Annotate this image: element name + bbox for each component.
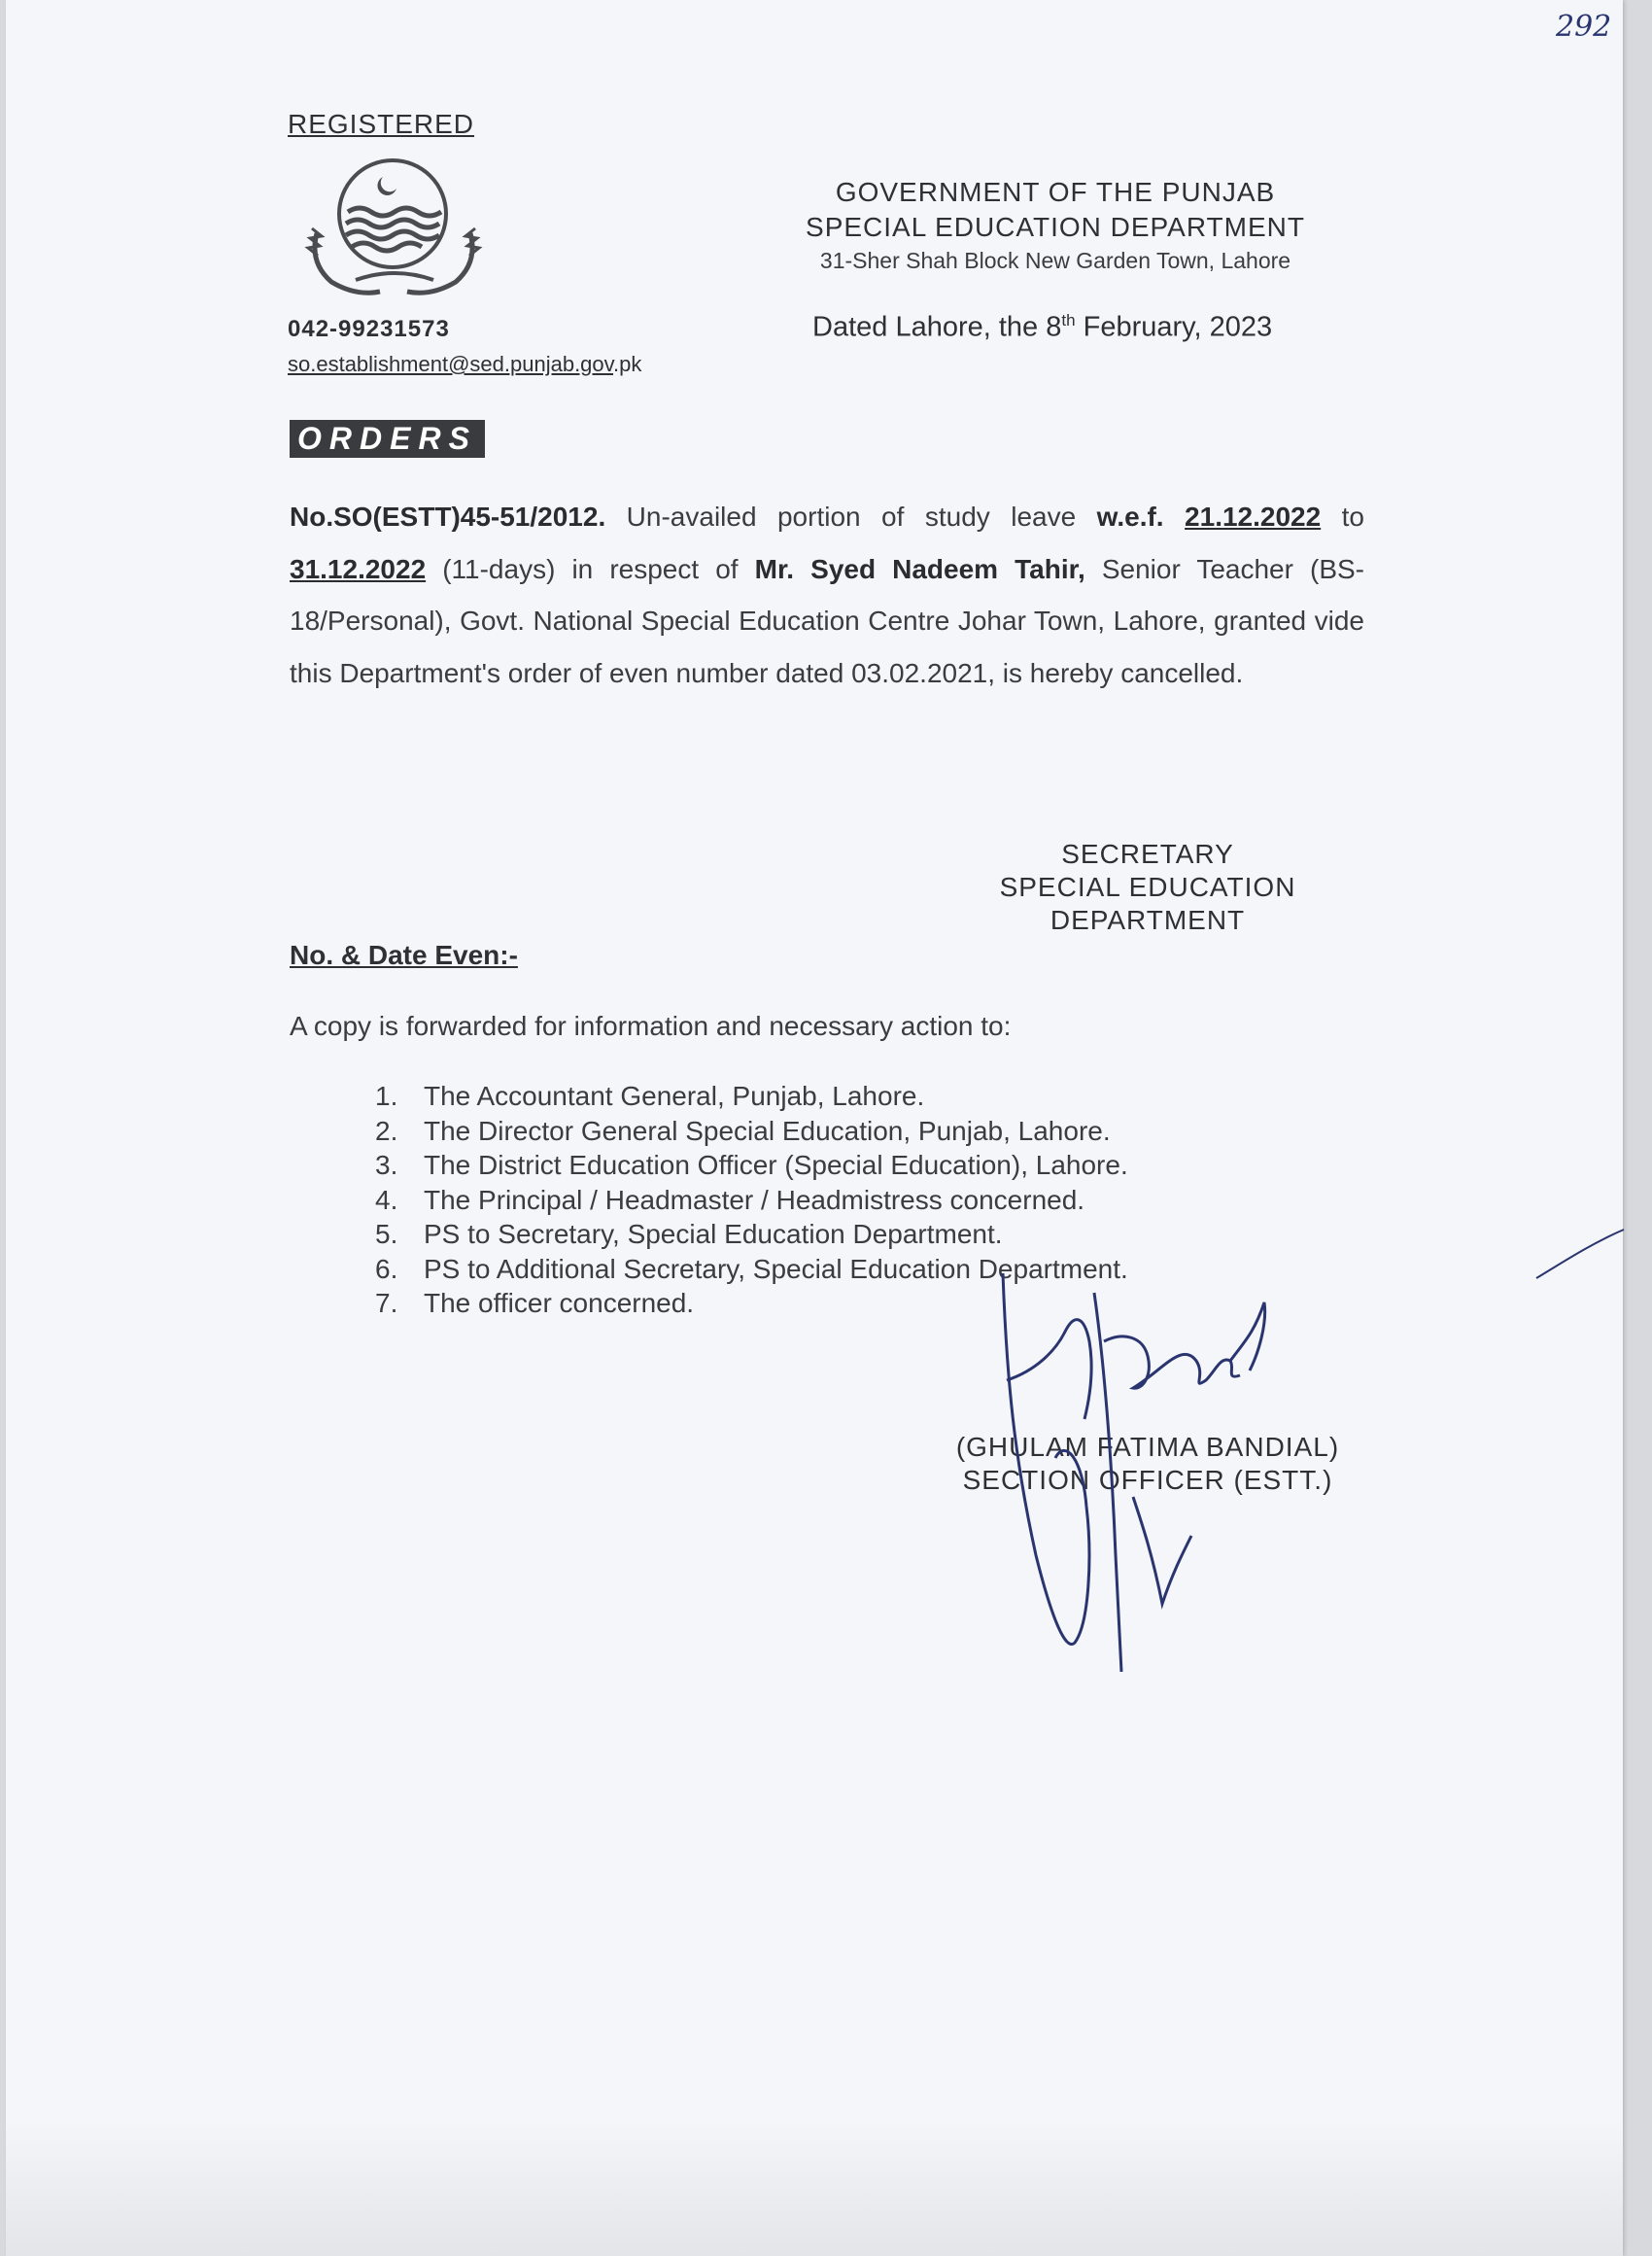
header-address: 31-Sher Shah Block New Garden Town, Lahore	[819, 248, 1291, 273]
handwritten-page-number: 292	[1556, 10, 1612, 44]
list-text: The officer concerned.	[424, 1288, 695, 1318]
list-number: 7.	[375, 1288, 398, 1318]
list-item	[375, 1183, 1128, 1218]
phone-number: 042-99231573	[288, 316, 450, 342]
list-number: 1.	[375, 1081, 398, 1111]
pen-mark	[1532, 1225, 1629, 1283]
dated-suffix: February, 2023	[1075, 311, 1273, 343]
list-number: 3.	[375, 1150, 398, 1180]
order-text-3: to	[1321, 502, 1364, 532]
header-department: SPECIAL EDUCATION DEPARTMENT	[806, 212, 1305, 242]
punjab-government-emblem	[297, 156, 492, 301]
order-body	[290, 491, 1364, 699]
copy-forwarded: A copy is forwarded for information and necessary action to:	[290, 1011, 1012, 1041]
secretary-line-3: DEPARTMENT	[1050, 905, 1246, 935]
email-line	[288, 352, 641, 377]
list-number: 5.	[375, 1219, 398, 1249]
list-item	[375, 1217, 1128, 1252]
from-date: 21.12.2022	[1185, 502, 1322, 532]
email-suffix: .pk	[613, 352, 642, 376]
list-item	[375, 1079, 1128, 1114]
registered-label: REGISTERED	[288, 109, 475, 139]
officer-title: SECTION OFFICER (ESTT.)	[962, 1465, 1333, 1495]
list-text: PS to Secretary, Special Education Department.	[424, 1219, 1003, 1249]
order-text-4: (11-days) in respect of	[426, 553, 755, 584]
list-text: The District Education Officer (Special Education), Lahore.	[424, 1150, 1128, 1180]
secretary-line-2: SPECIAL EDUCATION	[999, 872, 1296, 902]
document-page	[6, 0, 1623, 2256]
order-text-1: Un-availed portion of study leave	[605, 502, 1097, 532]
no-date-even: No. & Date Even:-	[290, 940, 518, 970]
list-text: PS to Additional Secretary, Special Education Department.	[424, 1253, 1128, 1284]
employee-name: Mr. Syed Nadeem Tahir,	[754, 553, 1085, 584]
email-link[interactable]: so.establishment@sed.punjab.gov	[288, 352, 614, 376]
order-number: No.SO(ESTT)45-51/2012.	[290, 502, 606, 532]
order-text-5: Senior Teacher (BS-18/Personal), Govt. National Special Education Centre Johar Town, Lahore, granted vide this Department's order of even number dated 03.02.2021, is hereby cancelled.	[290, 553, 1365, 688]
dated-prefix: Dated Lahore, the 8	[812, 311, 1062, 343]
officer-name: (GHULAM FATIMA BANDIAL)	[955, 1432, 1340, 1462]
list-item	[375, 1114, 1128, 1149]
dated-sup: th	[1061, 311, 1076, 330]
orders-heading: ORDERS	[290, 420, 485, 458]
handwritten-signature	[997, 1264, 1318, 1672]
list-item	[375, 1148, 1128, 1183]
list-text: The Accountant General, Punjab, Lahore.	[424, 1081, 925, 1111]
order-text-2	[1164, 502, 1185, 532]
list-number: 2.	[375, 1115, 398, 1146]
list-number: 6.	[375, 1253, 398, 1284]
list-text: The Director General Special Education, Punjab, Lahore.	[424, 1115, 1111, 1146]
list-text: The Principal / Headmaster / Headmistress concerned.	[424, 1184, 1085, 1215]
header-government: GOVERNMENT OF THE PUNJAB	[835, 177, 1276, 207]
secretary-line-1: SECRETARY	[1061, 839, 1234, 869]
scan-shadow	[6, 2119, 1623, 2256]
dated-line	[812, 311, 1272, 344]
secretary-block	[953, 838, 1342, 937]
list-number: 4.	[375, 1184, 398, 1215]
to-date: 31.12.2022	[290, 553, 427, 584]
wef-label: w.e.f.	[1096, 502, 1164, 532]
